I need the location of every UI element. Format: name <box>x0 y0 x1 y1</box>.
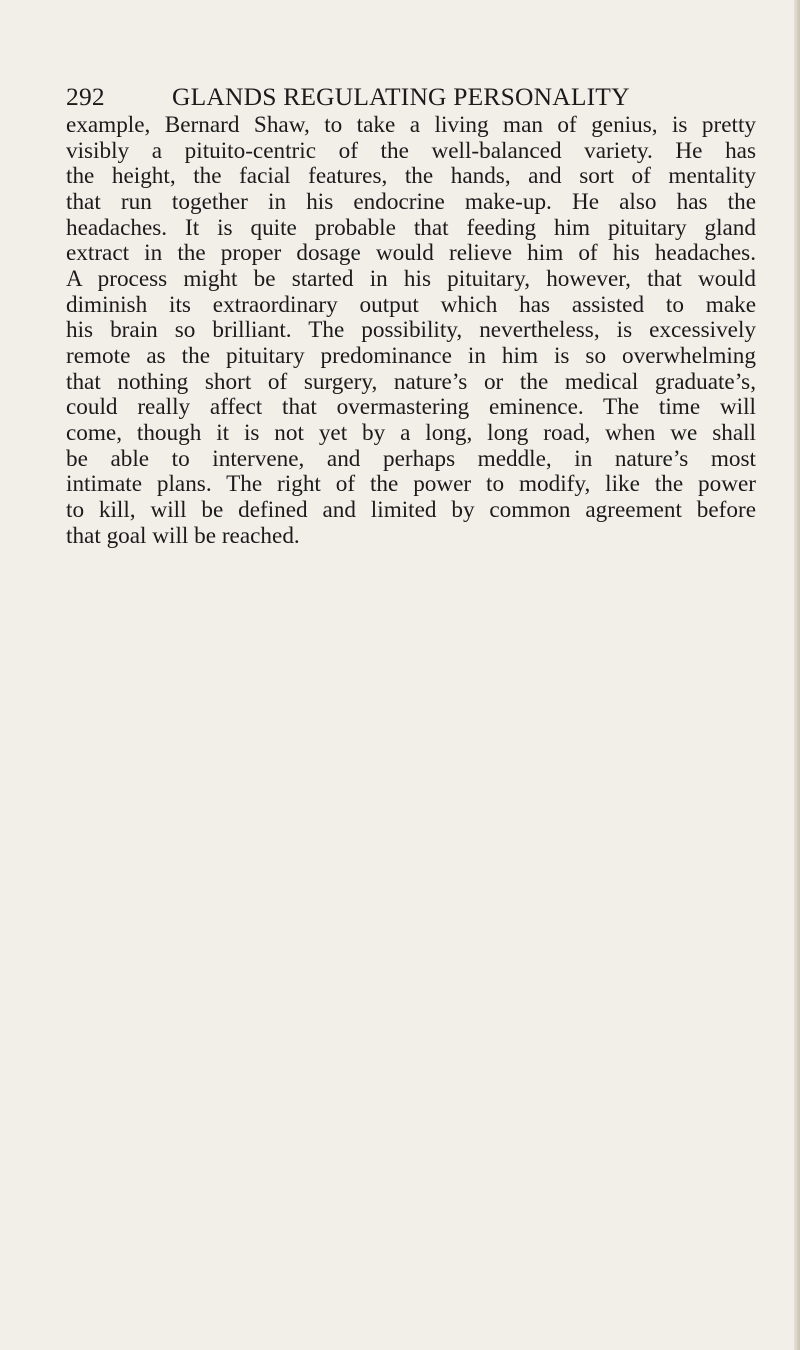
text-line: headaches. It is quite probable that feeding him pituitary gland <box>66 214 756 241</box>
page-number: 292 <box>66 82 105 111</box>
text-line: that nothing short of surgery, nature’s or the medical graduate’s, <box>66 368 756 395</box>
text-line: example, Bernard Shaw, to take a living man of genius, is pretty <box>66 112 756 138</box>
body-paragraph <box>66 113 756 549</box>
text-line: extract in the proper dosage would relieve him of his headaches. <box>66 240 756 267</box>
text-line: be able to intervene, and perhaps meddle, in nature’s most <box>66 445 756 472</box>
text-line: the height, the facial features, the hands, and sort of mentality <box>66 163 756 190</box>
text-line: diminish its extraordinary output which has assisted to make <box>66 291 756 318</box>
text-line: could really affect that overmastering eminence. The time will <box>66 394 756 421</box>
running-head: GLANDS REGULATING PERSONALITY <box>172 82 630 111</box>
text-line: to kill, will be defined and limited by common agreement before <box>66 496 756 523</box>
page-header <box>66 82 666 116</box>
text-line: that goal will be reached. <box>66 522 300 549</box>
text-line: his brain so brilliant. The possibility, nevertheless, is excessively <box>66 317 756 344</box>
page-edge <box>794 0 800 1350</box>
text-line: intimate plans. The right of the power to modify, like the power <box>66 471 756 498</box>
text-line: remote as the pituitary predominance in him is so overwhelming <box>66 342 756 369</box>
text-line: come, though it is not yet by a long, long road, when we shall <box>66 419 756 446</box>
text-line: visibly a pituito-centric of the well-balanced variety. He has <box>66 137 756 164</box>
text-line: that run together in his endocrine make-up. He also has the <box>66 188 756 215</box>
text-line: A process might be started in his pituitary, however, that would <box>66 265 756 292</box>
